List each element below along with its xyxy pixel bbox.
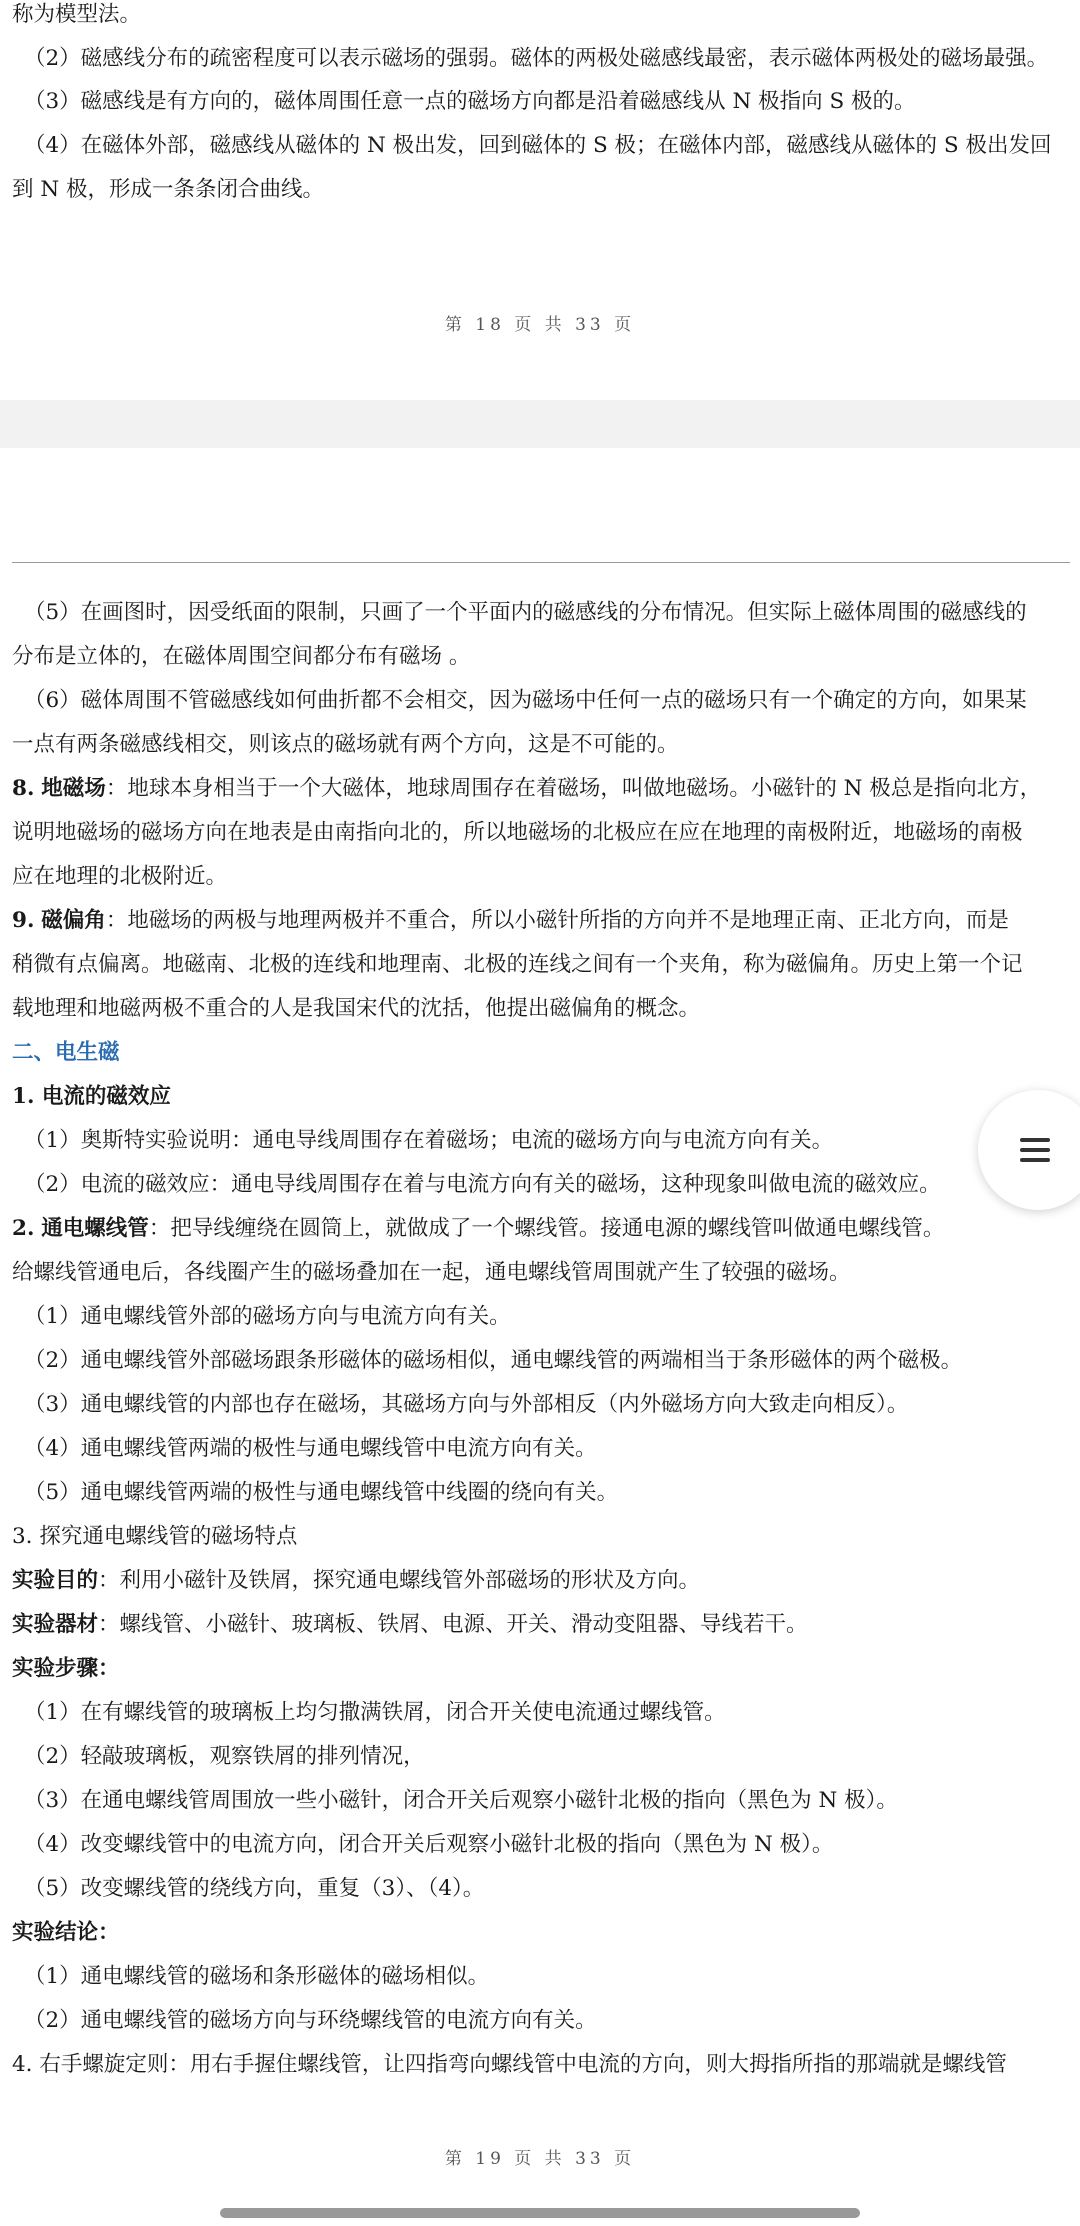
list-item: （2）轻敲玻璃板，观察铁屑的排列情况， [24, 1744, 425, 1769]
subsection-heading: 1. 电流的磁效应 [12, 1084, 171, 1109]
text-line: 分布是立体的，在磁体周围空间都分布有磁场 。 [12, 644, 471, 669]
label: 实验结论： [12, 1920, 120, 1945]
label: 实验器材 [12, 1612, 99, 1637]
page-footer: 第 18 页 共 33 页 [444, 315, 636, 335]
text-line: 一点有两条磁感线相交，则该点的磁场就有两个方向，这是不可能的。 [12, 732, 679, 757]
section-heading: 二、电生磁 [12, 1040, 120, 1065]
text-line: 4. 右手螺旋定则：用右手握住螺线管，让四指弯向螺线管中电流的方向，则大拇指所指的那端就是螺线管 [12, 2052, 1007, 2077]
text-line: （2）磁感线分布的疏密程度可以表示磁场的强弱。磁体的两极处磁感线最密，表示磁体两极处的磁场最强。 [24, 46, 1049, 71]
text-line: 称为模型法。 [12, 2, 142, 27]
list-item: （1）通电螺线管的磁场和条形磁体的磁场相似。 [24, 1964, 490, 1989]
home-indicator[interactable] [220, 2208, 860, 2218]
text-line: 说明地磁场的磁场方向在地表是由南指向北的，所以地磁场的北极应在应在地理的南极附近，地磁场的南极 [12, 820, 1023, 845]
list-item: （1）在有螺线管的玻璃板上均匀撒满铁屑，闭合开关使电流通过螺线管。 [24, 1700, 726, 1725]
hamburger-menu-icon [1020, 1132, 1050, 1168]
term-definition: ：地球本身相当于一个大磁体，地球周围存在着磁场，叫做地磁场。小磁针的 N 极总是指向北方， [105, 776, 1042, 801]
text-line: 到 N 极，形成一条条闭合曲线。 [12, 177, 324, 202]
term-definition: ：把导线缠绕在圆筒上，就做成了一个螺线管。接通电源的螺线管叫做通电螺线管。 [148, 1216, 945, 1241]
text-line: 载地理和地磁两极不重合的人是我国宋代的沈括，他提出磁偏角的概念。 [12, 996, 701, 1021]
text-line: （5）在画图时，因受纸面的限制，只画了一个平面内的磁感线的分布情况。但实际上磁体周围的磁感线的 [24, 600, 1027, 625]
label: 实验目的 [12, 1568, 99, 1593]
subsection-heading: 3. 探究通电螺线管的磁场特点 [12, 1524, 298, 1549]
term: 地磁场 [41, 776, 106, 801]
text-line: （6）磁体周围不管磁感线如何曲折都不会相交，因为磁场中任何一点的磁场只有一个确定的方向，如果某 [24, 688, 1027, 713]
list-item: （2）电流的磁效应：通电导线周围存在着与电流方向有关的磁场，这种现象叫做电流的磁效应。 [24, 1172, 941, 1197]
list-item: （3）在通电螺线管周围放一些小磁针，闭合开关后观察小磁针北极的指向（黑色为 N 极）。 [24, 1788, 898, 1813]
list-item: （5）改变螺线管的绕线方向，重复（3）、（4）。 [24, 1876, 485, 1901]
text-line: （3）磁感线是有方向的，磁体周围任意一点的磁场方向都是沿着磁感线从 N 极指向 S 极的。 [24, 89, 916, 114]
term-line [12, 1214, 1070, 1244]
label-text: ：螺线管、小磁针、玻璃板、铁屑、电源、开关、滑动变阻器、导线若干。 [98, 1612, 808, 1637]
label-text: ：利用小磁针及铁屑，探究通电螺线管外部磁场的形状及方向。 [98, 1568, 701, 1593]
page-19 [0, 448, 1080, 2226]
page-footer: 第 19 页 共 33 页 [444, 2149, 636, 2169]
text-line: 给螺线管通电后，各线圈产生的磁场叠加在一起，通电螺线管周围就产生了较强的磁场。 [12, 1260, 851, 1285]
list-item: （2）通电螺线管的磁场方向与环绕螺线管的电流方向有关。 [24, 2008, 597, 2033]
term: 通电螺线管 [41, 1216, 149, 1241]
header-divider [12, 562, 1070, 563]
list-item: （4）通电螺线管两端的极性与通电螺线管中电流方向有关。 [24, 1436, 597, 1461]
label: 实验步骤： [12, 1656, 120, 1681]
page-18 [0, 0, 1080, 400]
term-line [12, 1566, 1070, 1596]
list-item: （5）通电螺线管两端的极性与通电螺线管中线圈的绕向有关。 [24, 1480, 619, 1505]
list-item: （2）通电螺线管外部磁场跟条形磁体的磁场相似，通电螺线管的两端相当于条形磁体的两个磁极。 [24, 1348, 963, 1373]
term-line [12, 1610, 1070, 1640]
term: 磁偏角 [41, 908, 106, 933]
text-line: 稍微有点偏离。地磁南、北极的连线和地理南、北极的连线之间有一个夹角，称为磁偏角。历史上第一个记 [12, 952, 1023, 977]
term-definition: ：地磁场的两极与地理两极并不重合，所以小磁针所指的方向并不是地理正南、正北方向，而是 [105, 908, 1009, 933]
text-line: （4）在磁体外部，磁感线从磁体的 N 极出发，回到磁体的 S 极；在磁体内部，磁感线从磁体的 S 极出发回 [24, 133, 1052, 158]
term-line [12, 774, 1070, 804]
list-item: （3）通电螺线管的内部也存在磁场，其磁场方向与外部相反（内外磁场方向大致走向相反）。 [24, 1392, 909, 1417]
list-item: （4）改变螺线管中的电流方向，闭合开关后观察小磁针北极的指向（黑色为 N 极）。 [24, 1832, 834, 1857]
list-item: （1）通电螺线管外部的磁场方向与电流方向有关。 [24, 1304, 511, 1329]
list-item: （1）奥斯特实验说明：通电导线周围存在着磁场；电流的磁场方向与电流方向有关。 [24, 1128, 834, 1153]
item-number: 2. [12, 1216, 35, 1241]
term-line [12, 906, 1070, 936]
item-number: 9. [12, 908, 35, 933]
item-number: 8. [12, 776, 35, 801]
text-line: 应在地理的北极附近。 [12, 864, 228, 889]
